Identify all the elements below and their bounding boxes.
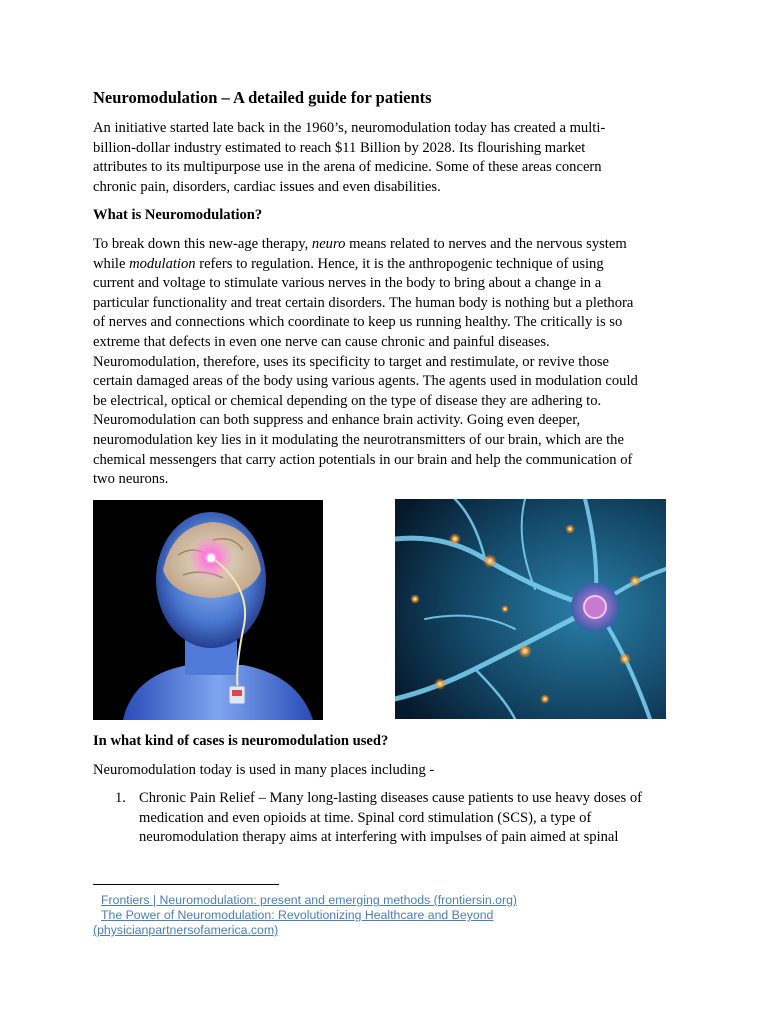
heading-cases: In what kind of cases is neuromodulation used? bbox=[93, 733, 389, 749]
cases-intro bbox=[93, 761, 683, 781]
intro-line: An initiative started late back in the 1960’s, neuromodulation today has created a multi- bbox=[93, 120, 606, 136]
intro-paragraph bbox=[93, 119, 683, 197]
what-line bbox=[93, 235, 683, 255]
what-line: extreme that defects in even one nerve can cause chronic and painful diseases. bbox=[93, 333, 550, 350]
what-line: chemical messengers that carry action potentials in our brain and help the communication of bbox=[93, 451, 633, 468]
footnote-link-frontiers[interactable]: Frontiers | Neuromodulation: present and emerging methods (frontiersin.org) bbox=[101, 893, 518, 907]
emphasis-modulation: modulation bbox=[129, 255, 196, 272]
intro-line: attributes to its multipurpose use in the arena of medicine. Some of these areas concern bbox=[93, 159, 602, 176]
footnote-separator bbox=[93, 884, 279, 885]
list-item-line: neuromodulation therapy aims at interfering with impulses of pain aimed at spinal bbox=[139, 829, 619, 846]
footnote-link-physician-partners-domain[interactable]: (physicianpartnersofamerica.com) bbox=[93, 923, 279, 937]
intro-line: billion-dollar industry estimated to reach $11 Billion by 2028. Its flourishing market bbox=[93, 139, 586, 156]
document-title: Neuromodulation – A detailed guide for patients bbox=[93, 88, 432, 107]
what-line: current and voltage to stimulate various nerves in the body to bring about a change in a bbox=[93, 275, 602, 292]
list-number: 1. bbox=[115, 790, 126, 806]
brain-implant-illustration bbox=[93, 500, 323, 720]
what-is-paragraph bbox=[93, 235, 683, 490]
what-line bbox=[93, 255, 683, 275]
cases-list bbox=[93, 789, 683, 848]
what-line: Neuromodulation, therefore, uses its specificity to target and restimulate, or revive those bbox=[93, 353, 610, 370]
what-line: be electrical, optical or chemical depending on the type of disease they are adhering to. bbox=[93, 392, 602, 409]
what-line: neuromodulation key lies in it modulating the neurotransmitters of our brain, which are the bbox=[93, 431, 624, 448]
text-run: while bbox=[93, 255, 130, 272]
what-line: particular functionality and treat certain disorders. The human body is nothing but a plethora bbox=[93, 294, 634, 311]
neuron-network-image bbox=[395, 499, 666, 719]
emphasis-neuro: neuro bbox=[311, 236, 346, 252]
text-run: means related to nerves and the nervous system bbox=[345, 236, 627, 252]
text-run: refers to regulation. Hence, it is the anthropogenic technique of using bbox=[195, 255, 604, 272]
list-item-line: Chronic Pain Relief – Many long-lasting diseases cause patients to use heavy doses of bbox=[139, 790, 642, 806]
what-line: two neurons. bbox=[93, 471, 169, 488]
what-line: Neuromodulation can both suppress and enhance brain activity. Going even deeper, bbox=[93, 412, 581, 429]
text-run: To break down this new-age therapy, bbox=[93, 236, 312, 252]
heading-what-is: What is Neuromodulation? bbox=[93, 207, 263, 223]
footnotes bbox=[93, 893, 517, 938]
footnote-link-physician-partners[interactable]: The Power of Neuromodulation: Revolutionizing Healthcare and Beyond bbox=[101, 908, 494, 922]
brain-implant-image bbox=[93, 500, 323, 720]
cases-intro-line: Neuromodulation today is used in many places including - bbox=[93, 762, 435, 778]
what-line: certain damaged areas of the body using various agents. The agents used in modulation could bbox=[93, 373, 638, 390]
intro-line: chronic pain, disorders, cardiac issues and even disabilities. bbox=[93, 178, 441, 195]
what-line: of nerves and connections which coordinate to keep us running healthy. The critically is so bbox=[93, 314, 623, 331]
list-item-line: medication and even opioids at time. Spinal cord stimulation (SCS), a type of bbox=[139, 809, 592, 826]
neuron-illustration bbox=[395, 499, 666, 719]
